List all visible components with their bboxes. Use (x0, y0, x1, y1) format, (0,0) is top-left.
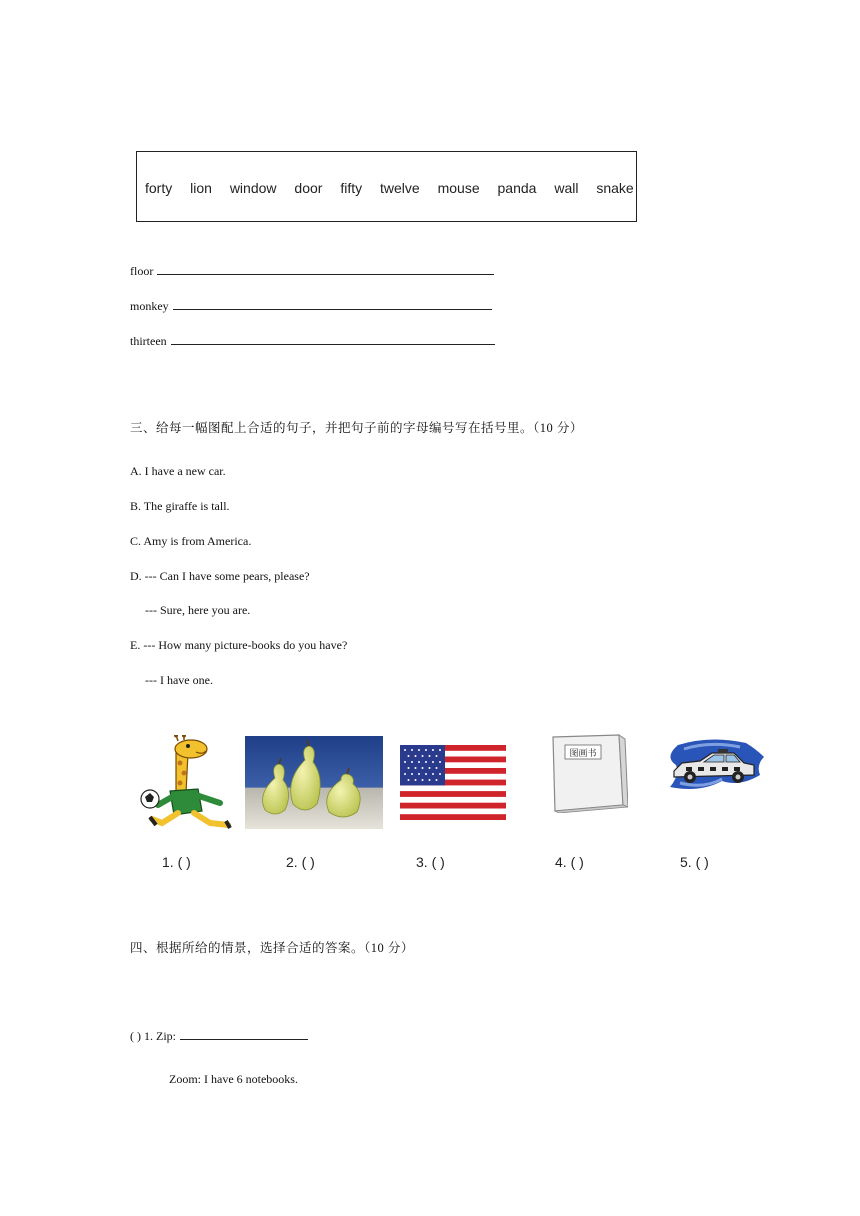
question-1-response: Zoom: I have 6 notebooks. (169, 1072, 298, 1086)
fill-line-label: thirteen (130, 334, 167, 348)
section-3-heading: 三、给每一幅图配上合适的句子，并把句子前的字母编号写在括号里。（10 分） (130, 421, 583, 435)
question-1-prefix: ( ) 1. Zip: (130, 1029, 176, 1043)
us-flag-icon (400, 745, 506, 820)
question-1 (130, 1029, 308, 1044)
answer-blank[interactable] (157, 264, 494, 275)
giraffe-soccer-icon (136, 735, 236, 830)
option-b: B. The giraffe is tall. (130, 499, 230, 513)
picture-4-answer[interactable]: 4. ( ) (555, 854, 584, 870)
word-bank-item: panda (497, 180, 537, 196)
option-d-reply: --- Sure, here you are. (145, 603, 251, 617)
picture-3-answer[interactable]: 3. ( ) (416, 854, 445, 870)
taxi-car-icon (660, 735, 768, 805)
book-cover-text: 图画书 (569, 749, 597, 759)
option-c: C. Amy is from America. (130, 534, 252, 548)
answer-blank[interactable] (180, 1029, 308, 1040)
fill-line-monkey (130, 299, 492, 314)
word-bank-item: snake (596, 180, 634, 196)
answer-blank[interactable] (171, 334, 495, 345)
answer-blank[interactable] (173, 299, 492, 310)
pears-photo-icon (245, 736, 383, 829)
word-bank-box (136, 151, 637, 222)
word-bank-item: wall (554, 180, 579, 196)
word-bank-item: fifty (340, 180, 363, 196)
word-bank-item: lion (190, 180, 212, 196)
picture-5-answer[interactable]: 5. ( ) (680, 854, 709, 870)
fill-line-label: monkey (130, 299, 169, 313)
option-d: D. --- Can I have some pears, please? (130, 569, 310, 583)
fill-line-label: floor (130, 264, 154, 278)
option-e-reply: --- I have one. (145, 673, 213, 687)
picture-2-answer[interactable]: 2. ( ) (286, 854, 315, 870)
option-a: A. I have a new car. (130, 464, 226, 478)
word-bank-item: mouse (437, 180, 480, 196)
picture-1-answer[interactable]: 1. ( ) (162, 854, 191, 870)
word-bank-list (145, 180, 648, 196)
fill-line-thirteen (130, 334, 495, 349)
word-bank-item: twelve (380, 180, 420, 196)
word-bank-item: forty (145, 180, 173, 196)
option-e: E. --- How many picture-books do you have? (130, 638, 348, 652)
word-bank-item: window (229, 180, 277, 196)
picture-book-icon (543, 733, 628, 813)
fill-line-floor (130, 264, 494, 279)
section-4-heading: 四、根据所给的情景，选择合适的答案。（10 分） (130, 941, 414, 955)
word-bank-item: door (294, 180, 323, 196)
